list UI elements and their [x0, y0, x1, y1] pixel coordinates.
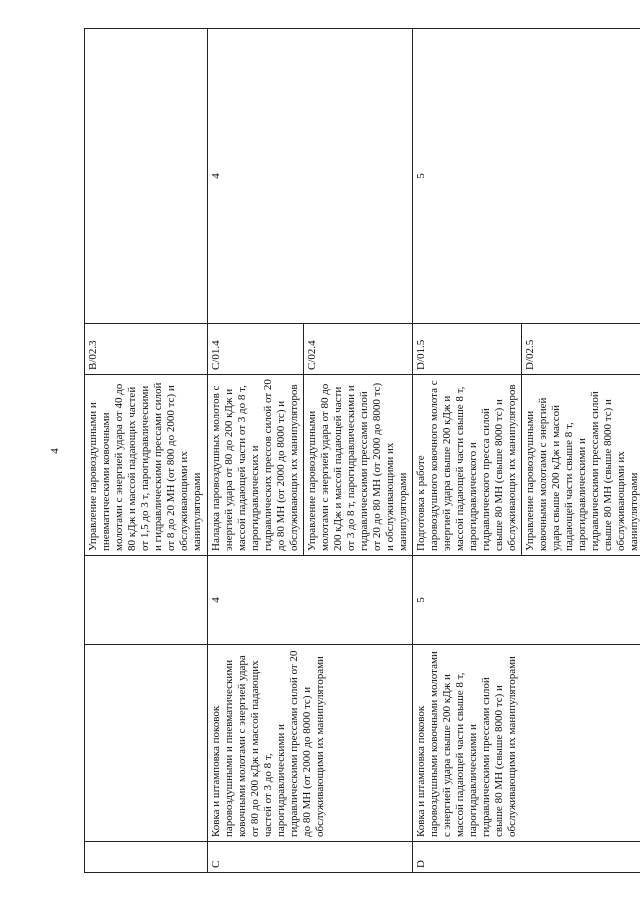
lf-name-cell: Управление паровоздушными и пневматическими ковочными молотами с энергией удара от 40 до 80 кДж и массой падающих частей от 1,5 до 3 т, парогидравлическими и гидравлическими прессами силой от 8 до 20 МН (от 800 до 2000 тс) и обслуживающими их манипуляторами — [85, 375, 208, 556]
lf-code-cell: B/02.3 — [85, 324, 208, 375]
gf-name-cell: Ковка и штамповка поковок паровоздушными ковочными молотами с энергией удара свыше 200 кДж и массой падающей части свыше 8 т, парогидравлическими и гидравлическими прессами силой свыше 80 МН (свыше 8000 тс) и обслуживающими их манипуляторами — [413, 645, 640, 842]
lf-code-cell: D/02.5 — [522, 324, 640, 375]
gf-level-cell — [85, 556, 208, 645]
gf-code-cell — [85, 842, 208, 873]
gf-level-cell: 4 — [208, 556, 413, 645]
table-row — [208, 29, 304, 873]
lf-level-cell: 5 — [413, 29, 640, 324]
rotated-sheet — [84, 28, 640, 873]
page-number: 4 — [48, 448, 61, 454]
table-row — [413, 29, 522, 873]
lf-name-cell: Наладка паровоздушных молотов с энергией удара от 80 до 200 кДж и массой падающей части от 3 до 8 т, парогидравлических и гидравлических прессов силой от 20 до 80 МН (от 2000 до 8000 тс) и обслуживающих их манипуляторов — [208, 375, 304, 556]
gf-name-cell: Ковка и штамповка поковок паровоздушными и пневматическими ковочными молотами с энергией удара от 80 до 200 кДж и массой падающих частей от 3 до 8 т, парогидравлическими и гидравлическими прессами силой от 20 до 80 МН (от 2000 до 8000 тс) и обслуживающими их манипуляторами — [208, 645, 413, 842]
lf-name-cell: Управление паровоздушными молотами с энергией удара от 80 до 200 кДж и массой падающей части от 3 до 8 т, парогидравлическими и гидравлическими прессами силой от 20 до 80 МН (от 2000 до 8000 тс) и обслуживающими их манипуляторами — [304, 375, 413, 556]
lf-code-cell: C/01.4 — [208, 324, 304, 375]
table-row — [85, 29, 208, 873]
gf-code-cell: D — [413, 842, 640, 873]
lf-name-cell: Подготовка к работе паровоздушного ковочного молота с энергией удара свыше 200 кДж и массой падающей части свыше 8 т, парогидравлического и гидравлического пресса силой свыше 80 МН (свыше 8000 тс) и обслуживающих их манипуляторов — [413, 375, 522, 556]
gf-code-cell: C — [208, 842, 413, 873]
lf-level-cell — [85, 29, 208, 324]
gf-level-cell: 5 — [413, 556, 640, 645]
lf-name-cell: Управление паровоздушными ковочными молотами с энергией удара свыше 200 кДж и массой падающей части свыше 8 т, парогидравлическими и гидравлическими прессами силой свыше 80 МН (свыше 8000 тс) и обслуживающими их манипуляторами — [522, 375, 640, 556]
lf-level-cell: 4 — [208, 29, 413, 324]
gf-name-cell — [85, 645, 208, 842]
lf-code-cell: C/02.4 — [304, 324, 413, 375]
lf-code-cell: D/01.5 — [413, 324, 522, 375]
functions-table — [84, 28, 640, 873]
